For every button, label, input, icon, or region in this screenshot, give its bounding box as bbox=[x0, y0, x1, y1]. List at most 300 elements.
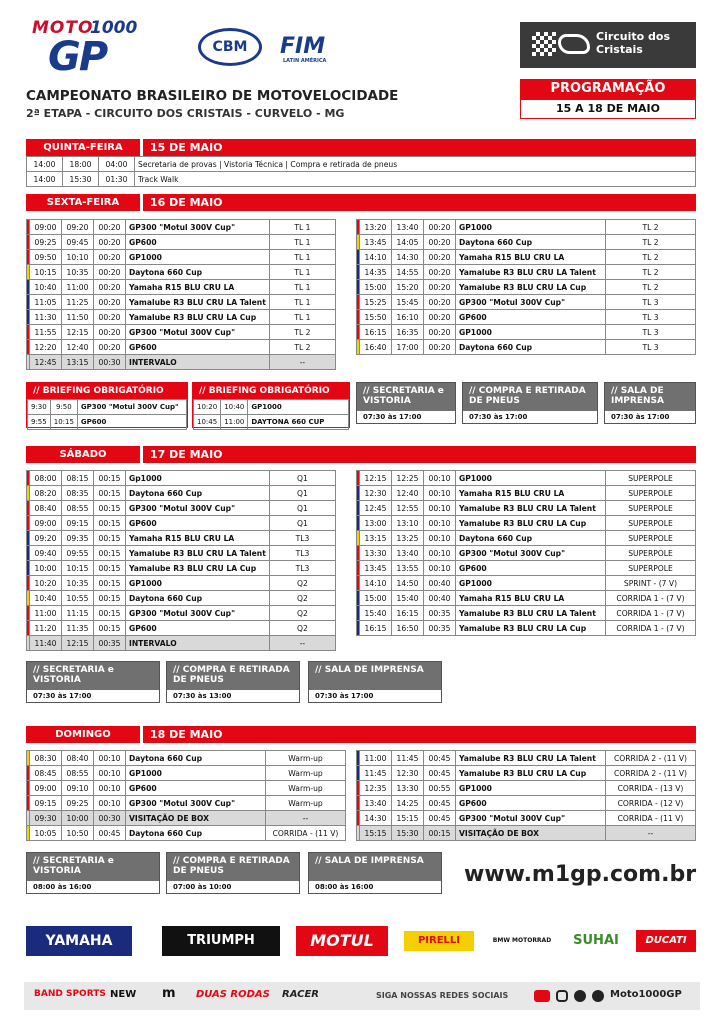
session-type: Q2 bbox=[269, 576, 335, 591]
start-time: 11:55 bbox=[30, 325, 62, 340]
racer-logo: RACER bbox=[282, 989, 320, 1000]
session-type: TL 2 bbox=[606, 220, 696, 235]
day-name: DOMINGO bbox=[26, 726, 140, 743]
end-time: 08:35 bbox=[62, 486, 94, 501]
table-row bbox=[357, 826, 696, 841]
day-header-sexta bbox=[26, 194, 696, 211]
start-time: 10:40 bbox=[30, 280, 62, 295]
table-row bbox=[357, 796, 696, 811]
session-type: TL 1 bbox=[269, 235, 335, 250]
info-box bbox=[26, 661, 160, 703]
session-type: CORRIDA - (13 V) bbox=[606, 781, 696, 796]
logo-moto-text: MOTO bbox=[32, 18, 94, 38]
session-type: -- bbox=[269, 636, 335, 651]
start-time: 12:20 bbox=[30, 340, 62, 355]
category-name: INTERVALO bbox=[126, 636, 270, 651]
table-row bbox=[357, 280, 696, 295]
category-name: Daytona 660 Cup bbox=[126, 486, 270, 501]
start-time: 13:45 bbox=[360, 235, 392, 250]
duration: 00:20 bbox=[424, 265, 456, 280]
category-name: Daytona 660 Cup bbox=[126, 265, 270, 280]
end-time: 15:30 bbox=[392, 826, 424, 841]
start-time: 12:30 bbox=[360, 486, 392, 501]
table-row bbox=[27, 501, 336, 516]
logo-gp-text: GP bbox=[48, 34, 107, 80]
session-type: CORRIDA - (11 V) bbox=[266, 826, 346, 841]
session-type: SUPERPOLE bbox=[606, 516, 696, 531]
session-type: TL3 bbox=[269, 531, 335, 546]
session-type: TL 2 bbox=[606, 235, 696, 250]
table-row bbox=[27, 781, 346, 796]
table-row bbox=[27, 172, 696, 187]
youtube-icon[interactable] bbox=[534, 990, 550, 1002]
session-type: TL 3 bbox=[606, 295, 696, 310]
start-time: 13:30 bbox=[360, 546, 392, 561]
duration: 00:20 bbox=[424, 280, 456, 295]
table-row bbox=[357, 531, 696, 546]
end-time: 15:45 bbox=[392, 295, 424, 310]
end-time: 13:15 bbox=[62, 355, 94, 370]
day-header-sabado bbox=[26, 446, 696, 463]
end-time: 10:40 bbox=[221, 400, 248, 415]
start-time: 12:45 bbox=[360, 501, 392, 516]
category-name: GP300 "Motul 300V Cup" bbox=[77, 400, 186, 415]
table-row bbox=[357, 606, 696, 621]
start-time: 14:00 bbox=[27, 157, 63, 172]
category-name: Yamalube R3 BLU CRU LA Talent bbox=[456, 751, 606, 766]
media-footer bbox=[24, 982, 700, 1010]
table-row bbox=[357, 250, 696, 265]
category-name: GP1000 bbox=[126, 576, 270, 591]
info-box bbox=[308, 852, 442, 894]
start-time: 9:30 bbox=[28, 400, 51, 415]
duration: 00:20 bbox=[424, 325, 456, 340]
session-type: TL 3 bbox=[606, 310, 696, 325]
day-name: SÁBADO bbox=[26, 446, 140, 463]
table-row bbox=[27, 826, 346, 841]
end-time: 12:30 bbox=[392, 766, 424, 781]
category-name: GP1000 bbox=[248, 400, 349, 415]
start-time: 16:40 bbox=[360, 340, 392, 355]
category-name: Gp1000 bbox=[126, 471, 270, 486]
end-time: 10:10 bbox=[62, 250, 94, 265]
category-name: Daytona 660 Cup bbox=[126, 751, 266, 766]
end-time: 12:25 bbox=[392, 471, 424, 486]
duration: 00:20 bbox=[94, 220, 126, 235]
start-time: 11:30 bbox=[30, 310, 62, 325]
table-row bbox=[27, 561, 336, 576]
table-row bbox=[357, 235, 696, 250]
category-name: Daytona 660 Cup bbox=[126, 591, 270, 606]
end-time: 13:40 bbox=[392, 220, 424, 235]
table-row bbox=[357, 811, 696, 826]
end-time: 08:55 bbox=[62, 501, 94, 516]
end-time: 9:50 bbox=[50, 400, 77, 415]
table-row bbox=[357, 621, 696, 636]
day-date: 17 DE MAIO bbox=[150, 448, 223, 461]
start-time: 15:40 bbox=[360, 606, 392, 621]
duration: 01:30 bbox=[99, 172, 135, 187]
table-row bbox=[357, 561, 696, 576]
info-box bbox=[166, 852, 300, 894]
end-time: 08:40 bbox=[62, 751, 94, 766]
fim-logo: FIM bbox=[280, 34, 326, 59]
duration: 00:10 bbox=[424, 561, 456, 576]
info-box-title: // COMPRA E RETIRADA DE PNEUS bbox=[167, 662, 299, 690]
info-box-title: // SALA DE IMPRENSA bbox=[309, 853, 441, 881]
duration: 00:40 bbox=[424, 576, 456, 591]
m-logo: m bbox=[162, 986, 176, 1001]
schedule-table-sexta-right bbox=[356, 219, 696, 355]
session-type: TL 1 bbox=[269, 280, 335, 295]
schedule-table-domingo-left bbox=[26, 750, 346, 841]
duration: 00:15 bbox=[94, 621, 126, 636]
info-box bbox=[26, 852, 160, 894]
info-box bbox=[356, 382, 456, 424]
end-time: 09:20 bbox=[62, 220, 94, 235]
info-box-title: // SALA DE IMPRENSA bbox=[309, 662, 441, 690]
duration: 00:10 bbox=[424, 546, 456, 561]
table-row bbox=[357, 295, 696, 310]
session-type: Warm-up bbox=[266, 781, 346, 796]
motul-logo: MOTUL bbox=[296, 926, 388, 956]
table-row bbox=[27, 766, 346, 781]
circuito-logo bbox=[520, 22, 696, 68]
info-box-time: 08:00 às 16:00 bbox=[315, 883, 374, 891]
schedule-table-domingo-right bbox=[356, 750, 696, 841]
duration: 00:45 bbox=[424, 811, 456, 826]
start-time: 15:50 bbox=[360, 310, 392, 325]
info-box-title: // SECRETARIA e VISTORIA bbox=[27, 853, 159, 881]
table-row bbox=[27, 235, 336, 250]
start-time: 11:00 bbox=[30, 606, 62, 621]
start-time: 14:35 bbox=[360, 265, 392, 280]
duration: 00:10 bbox=[424, 486, 456, 501]
social-label: SIGA NOSSAS REDES SOCIAIS bbox=[376, 991, 509, 1000]
category-name: Daytona 660 Cup bbox=[456, 340, 606, 355]
duration: 00:35 bbox=[424, 606, 456, 621]
start-time: 13:00 bbox=[360, 516, 392, 531]
end-time: 15:40 bbox=[392, 591, 424, 606]
duration: 00:15 bbox=[94, 501, 126, 516]
info-box-title: // SECRETARIA e VISTORIA bbox=[27, 662, 159, 690]
duration: 00:20 bbox=[424, 250, 456, 265]
info-box bbox=[462, 382, 598, 424]
end-time: 10:00 bbox=[62, 811, 94, 826]
start-time: 11:40 bbox=[30, 636, 62, 651]
start-time: 09:00 bbox=[30, 220, 62, 235]
category-name: GP600 bbox=[456, 561, 606, 576]
page-title: CAMPEONATO BRASILEIRO DE MOTOVELOCIDADE bbox=[26, 88, 399, 104]
duration: 00:20 bbox=[424, 340, 456, 355]
suhai-logo: SUHAI bbox=[573, 933, 619, 948]
session-type: TL 2 bbox=[269, 340, 335, 355]
end-time: 13:55 bbox=[392, 561, 424, 576]
cbm-logo: CBM bbox=[198, 28, 262, 66]
track-outline-icon bbox=[558, 34, 590, 54]
table-row bbox=[27, 310, 336, 325]
end-time: 14:50 bbox=[392, 576, 424, 591]
end-time: 13:10 bbox=[392, 516, 424, 531]
end-time: 11:25 bbox=[62, 295, 94, 310]
session-type: Q1 bbox=[269, 471, 335, 486]
start-time: 10:05 bbox=[30, 826, 62, 841]
duration: 00:30 bbox=[94, 355, 126, 370]
start-time: 10:20 bbox=[30, 576, 62, 591]
start-time: 10:40 bbox=[30, 591, 62, 606]
start-time: 11:45 bbox=[360, 766, 392, 781]
start-time: 08:00 bbox=[30, 471, 62, 486]
category-name: Yamalube R3 BLU CRU LA Cup bbox=[126, 310, 270, 325]
end-time: 09:55 bbox=[62, 546, 94, 561]
category-name: GP300 "Motul 300V Cup" bbox=[456, 546, 606, 561]
schedule-table-quinta bbox=[26, 156, 696, 187]
session-type: SUPERPOLE bbox=[606, 561, 696, 576]
tiktok-icon[interactable] bbox=[592, 990, 604, 1002]
table-row bbox=[27, 796, 346, 811]
table-row bbox=[357, 751, 696, 766]
briefing-title: // BRIEFING OBRIGATÓRIO bbox=[27, 383, 187, 399]
duration: 00:15 bbox=[94, 531, 126, 546]
session-type: TL 1 bbox=[269, 265, 335, 280]
end-time: 11:35 bbox=[62, 621, 94, 636]
schedule-table-sexta-left bbox=[26, 219, 336, 370]
table-row bbox=[357, 576, 696, 591]
session-type: -- bbox=[606, 826, 696, 841]
table-row bbox=[357, 340, 696, 355]
instagram-icon[interactable] bbox=[556, 990, 568, 1002]
end-time: 09:10 bbox=[62, 781, 94, 796]
end-time: 12:40 bbox=[392, 486, 424, 501]
website-link[interactable]: www.m1gp.com.br bbox=[464, 862, 697, 887]
table-row bbox=[28, 400, 187, 415]
duration: 00:15 bbox=[94, 576, 126, 591]
category-name: GP300 "Motul 300V Cup" bbox=[126, 325, 270, 340]
category-name: GP600 bbox=[456, 310, 606, 325]
end-time: 15:15 bbox=[392, 811, 424, 826]
session-type: TL 1 bbox=[269, 310, 335, 325]
day-header-quinta bbox=[26, 139, 696, 156]
category-name: GP600 bbox=[126, 781, 266, 796]
session-type: CORRIDA - (12 V) bbox=[606, 796, 696, 811]
duration: 00:15 bbox=[424, 826, 456, 841]
session-type: TL 2 bbox=[606, 250, 696, 265]
activity: Secretaria de provas | Vistoria Técnica | Compra e retirada de pneus bbox=[135, 157, 696, 172]
table-row bbox=[27, 471, 336, 486]
end-time: 16:35 bbox=[392, 325, 424, 340]
info-box-title: // SECRETARIA e VISTORIA bbox=[357, 383, 455, 411]
social-handle[interactable]: Moto1000GP bbox=[610, 989, 682, 1000]
end-time: 10:35 bbox=[62, 576, 94, 591]
end-time: 10:55 bbox=[62, 591, 94, 606]
end-time: 11:00 bbox=[221, 415, 248, 430]
table-row bbox=[357, 516, 696, 531]
programacao-label: PROGRAMAÇÃO bbox=[520, 79, 696, 99]
start-time: 13:45 bbox=[360, 561, 392, 576]
duration: 00:10 bbox=[424, 516, 456, 531]
page-subtitle: 2ª ETAPA - CIRCUITO DOS CRISTAIS - CURVELO - MG bbox=[26, 107, 345, 120]
end-time: 13:30 bbox=[392, 781, 424, 796]
duration: 00:20 bbox=[94, 295, 126, 310]
duration: 00:35 bbox=[94, 636, 126, 651]
end-time: 18:00 bbox=[63, 157, 99, 172]
category-name: Yamalube R3 BLU CRU LA Talent bbox=[456, 265, 606, 280]
category-name: GP1000 bbox=[456, 220, 606, 235]
table-row bbox=[28, 415, 187, 430]
start-time: 15:00 bbox=[360, 280, 392, 295]
end-time: 09:25 bbox=[62, 796, 94, 811]
table-row bbox=[357, 325, 696, 340]
duration: 00:45 bbox=[424, 751, 456, 766]
category-name: Yamalube R3 BLU CRU LA Cup bbox=[126, 561, 270, 576]
duration: 00:20 bbox=[424, 295, 456, 310]
event-dates: 15 A 18 DE MAIO bbox=[520, 99, 696, 119]
duration: 00:20 bbox=[424, 220, 456, 235]
session-type: CORRIDA 2 - (11 V) bbox=[606, 751, 696, 766]
session-type: TL 1 bbox=[269, 295, 335, 310]
session-type: TL 2 bbox=[606, 265, 696, 280]
start-time: 15:15 bbox=[360, 826, 392, 841]
end-time: 09:15 bbox=[62, 516, 94, 531]
start-time: 11:20 bbox=[30, 621, 62, 636]
duration: 00:15 bbox=[94, 516, 126, 531]
end-time: 11:45 bbox=[392, 751, 424, 766]
info-box-time: 08:00 às 16:00 bbox=[33, 883, 92, 891]
category-name: GP300 "Motul 300V Cup" bbox=[456, 295, 606, 310]
duration: 00:15 bbox=[94, 471, 126, 486]
category-name: GP1000 bbox=[126, 766, 266, 781]
table-row bbox=[27, 265, 336, 280]
session-type: SUPERPOLE bbox=[606, 546, 696, 561]
category-name: GP600 bbox=[126, 621, 270, 636]
end-time: 09:45 bbox=[62, 235, 94, 250]
session-type: SUPERPOLE bbox=[606, 471, 696, 486]
start-time: 09:30 bbox=[30, 811, 62, 826]
table-row bbox=[27, 591, 336, 606]
session-type: CORRIDA 1 - (7 V) bbox=[606, 621, 696, 636]
info-box-time: 07:00 às 10:00 bbox=[173, 883, 232, 891]
end-time: 14:55 bbox=[392, 265, 424, 280]
facebook-icon[interactable] bbox=[574, 990, 586, 1002]
session-type: SUPERPOLE bbox=[606, 501, 696, 516]
table-row bbox=[27, 280, 336, 295]
end-time: 15:30 bbox=[63, 172, 99, 187]
duration: 00:45 bbox=[424, 766, 456, 781]
category-name: Daytona 660 Cup bbox=[126, 826, 266, 841]
info-box-time: 07:30 às 13:00 bbox=[173, 692, 232, 700]
info-box-time: 07:30 às 17:00 bbox=[315, 692, 374, 700]
start-time: 13:20 bbox=[360, 220, 392, 235]
info-box bbox=[604, 382, 696, 424]
end-time: 17:00 bbox=[392, 340, 424, 355]
category-name: Yamalube R3 BLU CRU LA Cup bbox=[456, 621, 606, 636]
category-name: Yamaha R15 BLU CRU LA bbox=[126, 531, 270, 546]
end-time: 08:15 bbox=[62, 471, 94, 486]
start-time: 09:50 bbox=[30, 250, 62, 265]
table-row bbox=[357, 471, 696, 486]
table-row bbox=[27, 157, 696, 172]
briefing-box-1 bbox=[26, 382, 188, 428]
session-type: TL 1 bbox=[269, 250, 335, 265]
table-row bbox=[194, 400, 349, 415]
start-time: 14:10 bbox=[360, 250, 392, 265]
table-row bbox=[27, 340, 336, 355]
triumph-logo: TRIUMPH bbox=[162, 926, 280, 956]
start-time: 13:15 bbox=[360, 531, 392, 546]
category-name: GP1000 bbox=[456, 781, 606, 796]
session-type: Q1 bbox=[269, 516, 335, 531]
category-name: GP600 bbox=[126, 235, 270, 250]
end-time: 08:55 bbox=[62, 766, 94, 781]
yamaha-logo: YAMAHA bbox=[26, 926, 132, 956]
end-time: 16:50 bbox=[392, 621, 424, 636]
start-time: 09:15 bbox=[30, 796, 62, 811]
info-box-title: // SALA DE IMPRENSA bbox=[605, 383, 695, 411]
table-row bbox=[357, 766, 696, 781]
session-type: TL 2 bbox=[606, 280, 696, 295]
info-box bbox=[166, 661, 300, 703]
new-logo: NEW bbox=[110, 989, 137, 1000]
info-box-time: 07:30 às 17:00 bbox=[363, 413, 422, 421]
start-time: 14:00 bbox=[27, 172, 63, 187]
duration: 00:10 bbox=[94, 751, 126, 766]
bmw-motorrad-logo: BMW MOTORRAD bbox=[492, 937, 552, 944]
end-time: 10:15 bbox=[62, 561, 94, 576]
duration: 00:15 bbox=[94, 561, 126, 576]
activity: Track Walk bbox=[135, 172, 696, 187]
start-time: 09:25 bbox=[30, 235, 62, 250]
session-type: TL 1 bbox=[269, 220, 335, 235]
end-time: 13:40 bbox=[392, 546, 424, 561]
duas-rodas-logo: DUAS RODAS bbox=[196, 989, 270, 1000]
duration: 00:20 bbox=[94, 235, 126, 250]
session-type: Warm-up bbox=[266, 751, 346, 766]
end-time: 16:15 bbox=[392, 606, 424, 621]
briefing-table-2 bbox=[193, 399, 349, 430]
duration: 00:30 bbox=[94, 811, 126, 826]
category-name: Yamalube R3 BLU CRU LA Talent bbox=[456, 606, 606, 621]
schedule-table-sabado-left bbox=[26, 470, 336, 651]
start-time: 10:00 bbox=[30, 561, 62, 576]
end-time: 12:55 bbox=[392, 501, 424, 516]
checkered-flag-icon bbox=[532, 32, 556, 56]
table-row bbox=[27, 516, 336, 531]
table-row bbox=[27, 250, 336, 265]
category-name: Yamalube R3 BLU CRU LA Talent bbox=[456, 501, 606, 516]
schedule-table-sabado-right bbox=[356, 470, 696, 636]
day-date: 15 DE MAIO bbox=[150, 141, 223, 154]
duration: 00:10 bbox=[424, 471, 456, 486]
start-time: 9:55 bbox=[28, 415, 51, 430]
session-type: TL3 bbox=[269, 561, 335, 576]
briefing-table-1 bbox=[27, 399, 187, 430]
category-name: Yamalube R3 BLU CRU LA Cup bbox=[456, 516, 606, 531]
start-time: 10:20 bbox=[194, 400, 221, 415]
briefing-box-2 bbox=[192, 382, 350, 428]
table-row bbox=[27, 295, 336, 310]
duration: 00:15 bbox=[94, 486, 126, 501]
category-name: Yamalube R3 BLU CRU LA Cup bbox=[456, 766, 606, 781]
duration: 00:45 bbox=[94, 826, 126, 841]
duration: 00:20 bbox=[424, 235, 456, 250]
duration: 00:15 bbox=[94, 546, 126, 561]
session-type: Q1 bbox=[269, 501, 335, 516]
start-time: 16:15 bbox=[360, 621, 392, 636]
session-type: CORRIDA - (11 V) bbox=[606, 811, 696, 826]
start-time: 11:00 bbox=[360, 751, 392, 766]
table-row bbox=[27, 576, 336, 591]
category-name: INTERVALO bbox=[126, 355, 270, 370]
